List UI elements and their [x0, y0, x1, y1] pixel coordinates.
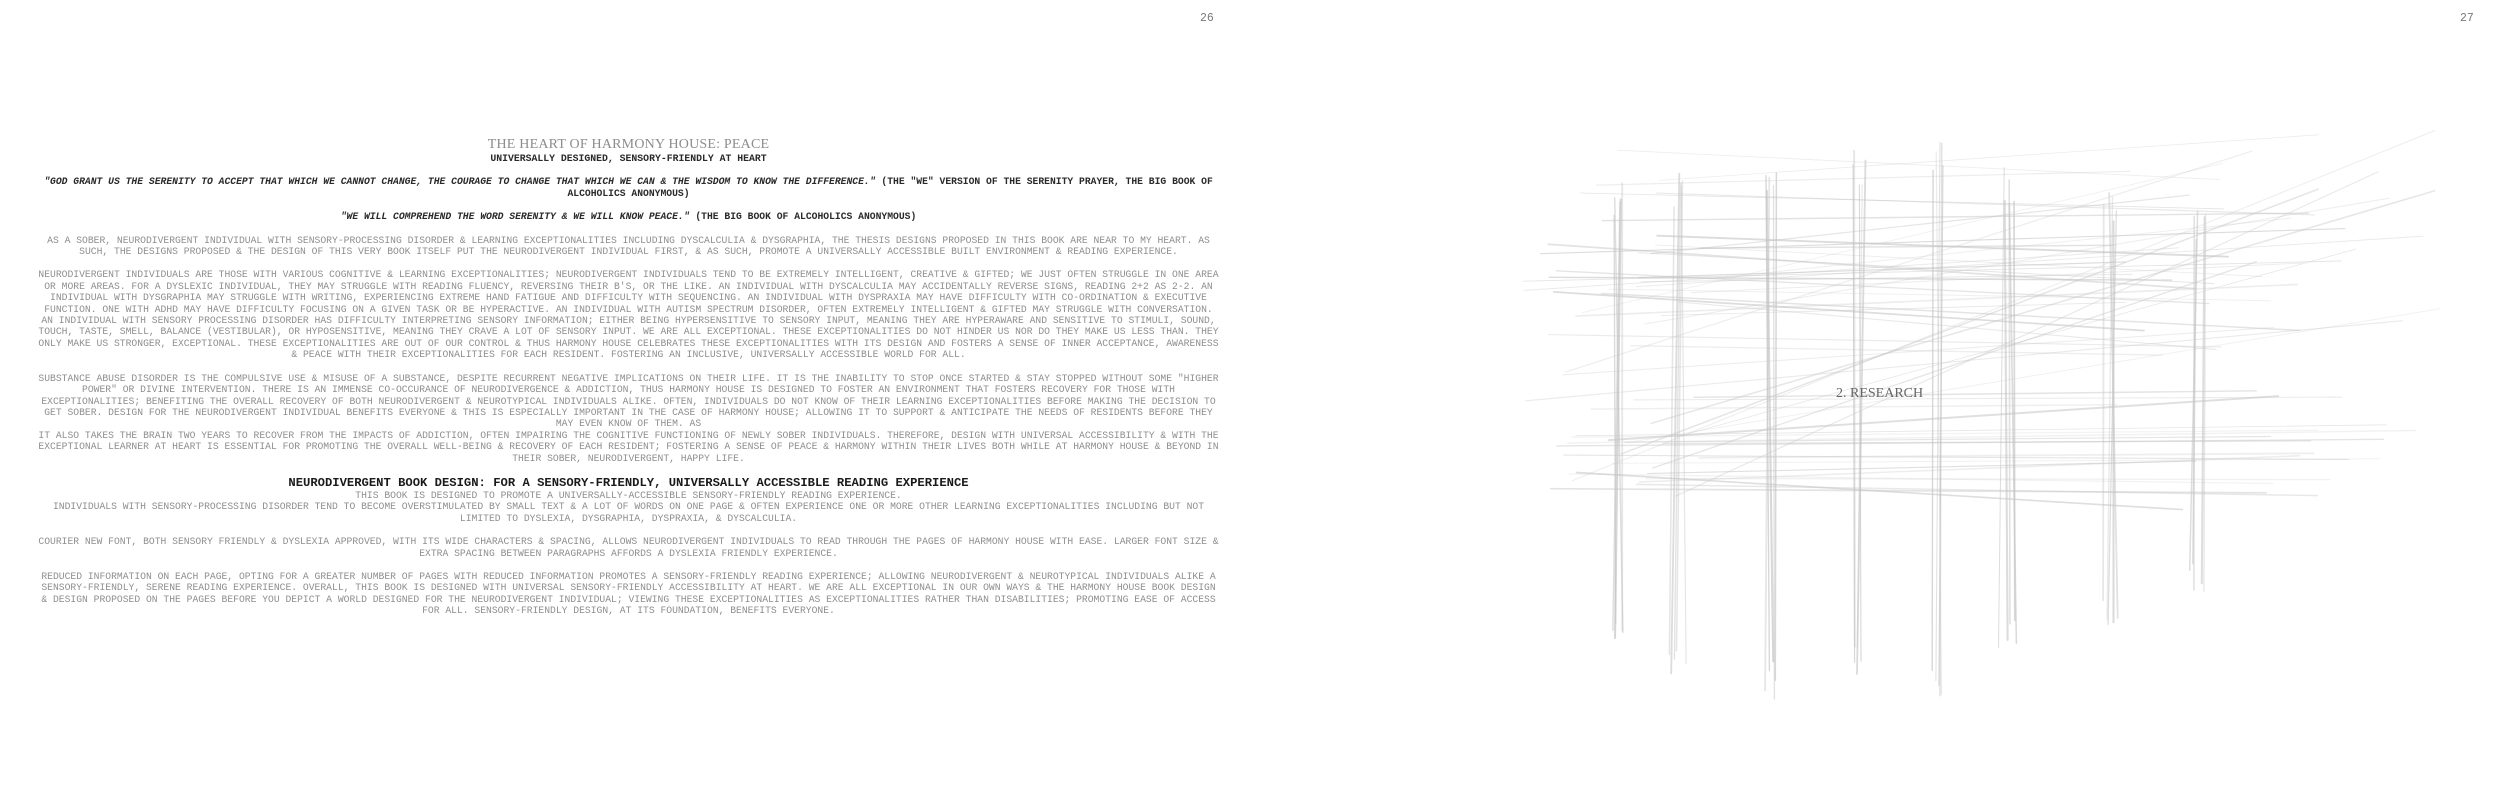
paragraph-neurodivergent: NEURODIVERGENT INDIVIDUALS ARE THOSE WITH VARIOUS COGNITIVE & LEARNING EXCEPTIONALITIES; NEURODIVERGENT INDIVIDUALS TEND TO BE EXTREMELY INTELLIGENT, CREATIVE & GIFTED; WE JUST OFTEN STRUGGLE IN ONE AREA OR MORE AREAS. FOR A DYSLEXIC INDIVIDUAL, THEY MAY STRUGGLE WITH READING FLUENCY, REVERSING THEIR B'S, OR THE LIKE. AN INDIVIDUAL WITH DYSCALCULIA MAY ACCIDENTALLY REVERSE SIGNS, READING 2+2 AS 2-2. AN INDIVIDUAL WITH DYSGRAPHIA MAY STRUGGLE WITH WRITING, EXPERIENCING EXTREME HAND FATIGUE AND DIFFICULTY WITH SEQUENCING. AN INDIVIDUAL WITH DYSPRAXIA MAY HAVE DIFFICULTY WITH CO-ORDINATION & EXECUTIVE FUNCTION. ONE WITH ADHD MAY HAVE DIFFICULTY FOCUSING ON A GIVEN TASK OR BE HYPERACTIVE. AN INDIVIDUAL WITH AUTISM SPECTRUM DISORDER, OFTEN EXTREMELY INTELLIGENT & GIFTED MAY STRUGGLE WITH CONVERSATION. AN INDIVIDUAL WITH SENSORY PROCESSING DISORDER HAS DIFFICULTY INTERPRETING SENSORY INFORMATION; EITHER BEING HYPERSENSITIVE TO SENSORY INPUT, MEANING THEY ARE HYPERAWARE AND SENSITIVE TO STIMULI, SOUND, TOUCH, TASTE, SMELL, BALANCE (VESTIBULAR), OR HYPOSENSITIVE, MEANING THEY CRAVE A LOT OF SENSORY INPUT. WE ARE ALL EXCEPTIONAL. THESE EXCEPTIONALITIES DO NOT HINDER US NOR DO THEY MAKE US LESS THAN. THEY ONLY MAKE US STRONGER, EXCEPTIONAL. THESE EXCEPTIONALITIES ARE OUT OF OUR CONTROL & THUS HARMONY HOUSE CELEBRATES THESE EXCEPTIONALITIES WITH ITS DESIGN AND FOSTERS A SENSE OF INNER ACCEPTANCE, AWARENESS & PEACE WITH THEIR EXCEPTIONALITIES FOR EACH RESIDENT. FOSTERING AN INCLUSIVE, UNIVERSALLY ACCESSIBLE WORLD FOR ALL. — [38, 269, 1219, 361]
sketch-stroke — [1526, 321, 2402, 401]
sketch-stroke — [2005, 201, 2008, 640]
paragraph-sensory-processing: INDIVIDUALS WITH SENSORY-PROCESSING DISORDER TEND TO BECOME OVERSTIMULATED BY SMALL TEXT & A LOT OF WORDS ON ONE PAGE & OFTEN EXPERIENCE ONE OR MORE OTHER LEARNING EXCEPTIONALITIES INCLUDING BUT NOT LIMITED TO DYSLEXIA, DYSGRAPHIA, DYSPRAXIA, & DYSCALCULIA. — [52, 501, 1205, 524]
page-title: THE HEART OF HARMONY HOUSE: PEACE — [487, 137, 770, 152]
quote-reference: (THE "WE" VERSION OF THE SERENITY PRAYER, THE BIG BOOK OF ALCOHOLICS ANONYMOUS) — [567, 176, 1213, 199]
sketch-stroke — [1602, 213, 2308, 221]
paragraph-substance-abuse: SUBSTANCE ABUSE DISORDER IS THE COMPULSIVE USE & MISUSE OF A SUBSTANCE, DESPITE RECURRENT NEGATIVE IMPLICATIONS ON THEIR LIFE. IT IS THE INABILITY TO STOP ONCE STARTED & STAY STOPPED WITHOUT SOME "HIGHER POWER" OR DIVINE INTERVENTION. THERE IS AN IMMENSE CO-OCCURANCE OF NEURODIVERGENCE & ADDICTION, THUS HARMONY HOUSE IS DESIGNED TO FOSTER AN ENVIRONMENT THAT FOSTERS RECOVERY FOR THOSE WITH EXCEPTIONALITIES; BENEFITING THE OVERALL RECOVERY OF BOTH NEURODIVERGENT & NEUROTYPICAL INDIVIDUALS ALIKE. OFTEN, INDIVIDUALS DO NOT KNOW OF THEIR LEARNING EXCEPTIONALITIES BEFORE MAKING THE DECISION TO GET SOBER. DESIGN FOR THE NEURODIVERGENT INDIVIDUAL BENEFITS EVERYONE & THIS IS ESPECIALLY IMPORTANT IN THE CASE OF HARMONY HOUSE; ALLOWING IT TO SUPPORT & ANTICIPATE THE NEEDS OF RESIDENTS BEFORE THEY MAY EVEN KNOW OF THEM. AS — [38, 372, 1219, 430]
sketch-lines — [1523, 130, 2440, 699]
serenity-prayer-quote — [36, 176, 1221, 199]
pencil-sketch-drawing — [1250, 0, 2500, 809]
sketch-stroke — [1681, 186, 1686, 664]
right-page — [1250, 0, 2500, 809]
sketch-stroke — [1622, 189, 2319, 454]
sketch-stroke — [2103, 205, 2104, 601]
page-subtitle: UNIVERSALLY DESIGNED, SENSORY-FRIENDLY AT HEART — [490, 153, 767, 164]
section-label: 2. RESEARCH — [1836, 386, 1924, 401]
quote-text: "WE WILL COMPREHEND THE WORD SERENITY & WE WILL KNOW PEACE." — [340, 211, 690, 223]
paragraph-brain-recovery: IT ALSO TAKES THE BRAIN TWO YEARS TO RECOVER FROM THE IMPACTS OF ADDICTION, OFTEN IMPAIRING THE COGNITIVE FUNCTIONING OF NEWLY SOBER INDIVIDUALS. THEREFORE, DESIGN WITH UNIVERSAL ACCESSIBILITY & WITH THE EXCEPTIONAL LEARNER AT HEART IS ESSENTIAL FOR PROMOTING THE OVERALL WELL-BEING & RECOVERY OF EACH RESIDENT; FOSTERING A SENSE OF PEACE & HARMONY WITHIN THEIR LIVES BOTH WHILE AT HARMONY HOUSE & BEYOND IN THEIR SOBER, NEURODIVERGENT, HAPPY LIFE. — [38, 429, 1219, 464]
paragraph-book-design: THIS BOOK IS DESIGNED TO PROMOTE A UNIVERSALLY-ACCESSIBLE SENSORY-FRIENDLY READING EXPERIENCE. — [355, 489, 902, 501]
sketch-stroke — [1581, 193, 2224, 209]
paragraph-intro: AS A SOBER, NEURODIVERGENT INDIVIDUAL WITH SENSORY-PROCESSING DISORDER & LEARNING EXCEPTIONALITIES INCLUDING DYSCALCULIA & DYSGRAPHIA, THE THESIS DESIGNS PROPOSED IN THIS BOOK ARE NEAR TO MY HEART. AS SUCH, THE DESIGNS PROPOSED & THE DESIGN OF THIS VERY BOOK ITSELF PUT THE NEURODIVERGENT INDIVIDUAL FIRST, & AS SUCH, PROMOTE A UNIVERSALLY ACCESSIBLE BUILT ENVIRONMENT & READING EXPERIENCE. — [47, 234, 1210, 258]
quote-reference: (THE BIG BOOK OF ALCOHOLICS ANONYMOUS) — [695, 211, 917, 223]
serenity-peace-quote — [36, 211, 1221, 222]
paragraph-reduced-information: REDUCED INFORMATION ON EACH PAGE, OPTING FOR A GREATER NUMBER OF PAGES WITH REDUCED INFORMATION PROMOTES A SENSORY-FRIENDLY READING EXPERIENCE; ALLOWING NEURODIVERGENT & NEUROTYPICAL INDIVIDUALS ALIKE A SENSORY-FRIENDLY, SERENE READING EXPERIENCE. OVERALL, THIS BOOK IS DESIGNED WITH UNIVERSAL SENSORY-FRIENDLY ACCESSIBILITY AT HEART. WE ARE ALL EXCEPTIONAL IN OUR OWN WAYS & THE HARMONY HOUSE BOOK DESIGN & DESIGN PROPOSED ON THE PAGES BEFORE YOU DEPICT A WORLD DESIGNED FOR THE NEURODIVERGENT INDIVIDUAL; VIEWING THESE EXCEPTIONALITIES AS EXCEPTIONALITIES RATHER THAN DISABILITIES; PROMOTING EASE OF ACCESS FOR ALL. SENSORY-FRIENDLY DESIGN, AT ITS FOUNDATION, BENEFITS EVERYONE. — [41, 570, 1216, 617]
quote-text: "GOD GRANT US THE SERENITY TO ACCEPT THAT WHICH WE CANNOT CHANGE, THE COURAGE TO CHANGE THAT WHICH WE CAN & THE WISDOM TO KNOW THE DIFFERENCE." — [44, 176, 876, 188]
paragraph-courier-font: COURIER NEW FONT, BOTH SENSORY FRIENDLY & DYSLEXIA APPROVED, WITH ITS WIDE CHARACTERS & SPACING, ALLOWS NEURODIVERGENT INDIVIDUALS TO READ THROUGH THE PAGES OF HARMONY HOUSE WITH EASE. LARGER FONT SIZE & EXTRA SPACING BETWEEN PARAGRAPHS AFFORDS A DYSLEXIA FRIENDLY EXPERIENCE. — [38, 536, 1219, 559]
sketch-stroke — [1774, 186, 1775, 699]
sketch-stroke — [1618, 150, 2220, 179]
sketch-stroke — [1657, 193, 2315, 215]
sketch-stroke — [1659, 135, 2318, 181]
sketch-stroke — [2014, 202, 2015, 621]
sketch-stroke — [1596, 171, 2129, 185]
section-heading: NEURODIVERGENT BOOK DESIGN: FOR A SENSORY-FRIENDLY, UNIVERSALLY ACCESSIBLE READING EXPERIENCE — [288, 475, 969, 490]
left-page — [36, 137, 1221, 629]
sketch-stroke — [1554, 292, 2144, 331]
page-number-left: 26 — [1200, 12, 1214, 25]
page-number-right: 27 — [2460, 12, 2474, 25]
sketch-stroke — [1565, 151, 2252, 372]
sketch-stroke — [1563, 328, 2274, 375]
